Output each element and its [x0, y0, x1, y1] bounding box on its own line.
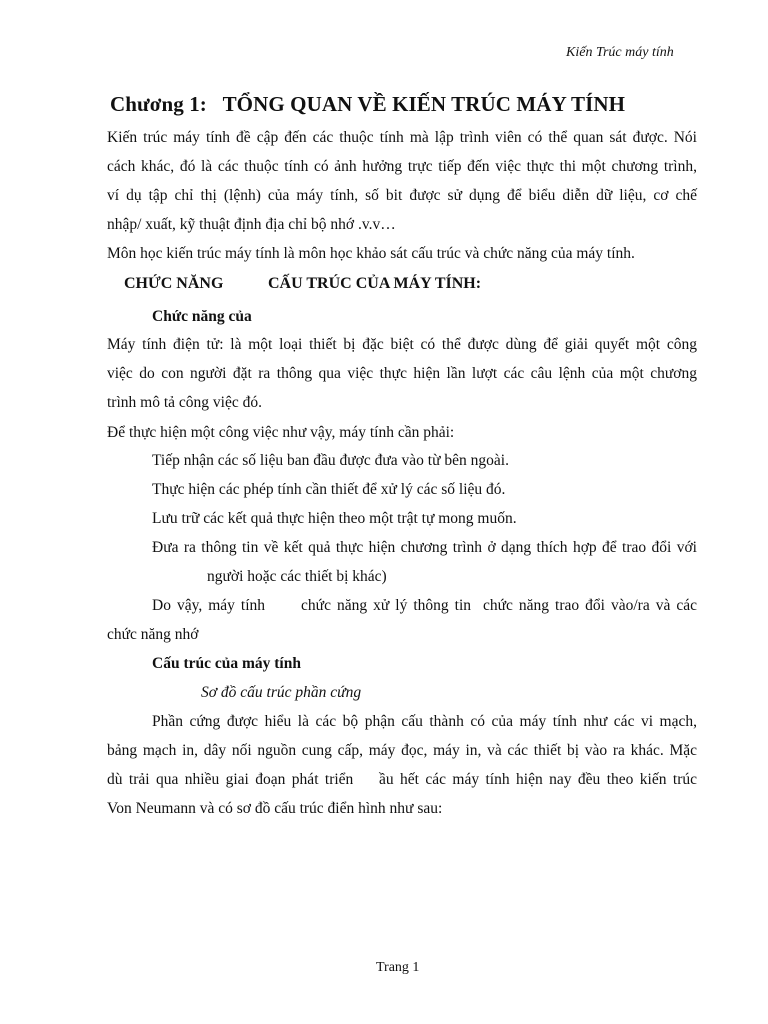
conclusion-line: chức năng nhớ	[107, 626, 199, 643]
running-header: Kiến Trúc máy tính	[566, 45, 674, 60]
hardware-line: Von Neumann và có sơ đồ cấu trúc điển hình như sau:	[107, 800, 443, 817]
requirement-item: Thực hiện các phép tính cần thiết để xử lý các số liệu đó.	[152, 481, 506, 498]
intro-line: Kiến trúc máy tính đề cập đến các thuộc tính mà lập trình viên có thể quan sát được. Nói	[107, 129, 697, 146]
requirement-item-continued: người hoặc các thiết bị khác)	[207, 568, 387, 585]
chapter-title: Chương 1: TỔNG QUAN VỀ KIẾN TRÚC MÁY TÍNH	[110, 92, 626, 116]
function-line: Máy tính điện tử: là một loại thiết bị đặc biệt có thể được dùng để giải quyết một công	[107, 336, 697, 353]
subheading-function: Chức năng của	[152, 308, 252, 325]
intro-line: nhập/ xuất, kỹ thuật định địa chỉ bộ nhớ .v.v…	[107, 216, 396, 233]
function-line: việc do con người đặt ra thông qua việc thực hiện lần lượt các câu lệnh của một chương	[107, 365, 697, 382]
hardware-diagram-caption: Sơ đồ cấu trúc phần cứng	[201, 684, 362, 701]
function-line: trình mô tả công việc đó.	[107, 394, 262, 411]
requirement-item: Lưu trữ các kết quả thực hiện theo một trật tự mong muốn.	[152, 510, 517, 527]
intro-line: ví dụ tập chỉ thị (lệnh) của máy tính, số bit được sử dụng để biểu diễn dữ liệu, cơ chế	[107, 187, 697, 204]
subheading-structure: Cấu trúc của máy tính	[152, 655, 301, 672]
conclusion-line: Do vậy, máy tính chức năng xử lý thông tin chức năng trao đổi vào/ra và các	[152, 597, 697, 614]
hardware-line: dù trải qua nhiều giai đoạn phát triển ầu hết các máy tính hiện nay đều theo kiến trúc	[107, 771, 697, 788]
requirements-intro: Để thực hiện một công việc như vậy, máy tính cần phải:	[107, 424, 455, 441]
hardware-line: bảng mạch in, dây nối nguồn cung cấp, máy đọc, máy in, và các thiết bị vào ra khác. Mặc	[107, 742, 697, 759]
course-description: Môn học kiến trúc máy tính là môn học khảo sát cấu trúc và chức năng của máy tính.	[107, 245, 635, 262]
requirement-item: Đưa ra thông tin về kết quả thực hiện chương trình ở dạng thích hợp để trao đổi với	[152, 539, 697, 556]
requirement-item: Tiếp nhận các số liệu ban đầu được đưa vào từ bên ngoài.	[152, 452, 509, 469]
section-heading-structure: CẤU TRÚC CỦA MÁY TÍNH:	[268, 275, 482, 292]
hardware-line: Phần cứng được hiểu là các bộ phận cấu thành có của máy tính như các vi mạch,	[152, 713, 697, 730]
page-number: Trang 1	[376, 960, 420, 975]
intro-line: cách khác, đó là các thuộc tính có ảnh hưởng trực tiếp đến việc thực thi một chương trình,	[107, 158, 697, 175]
section-heading-function: CHỨC NĂNG	[124, 275, 224, 292]
